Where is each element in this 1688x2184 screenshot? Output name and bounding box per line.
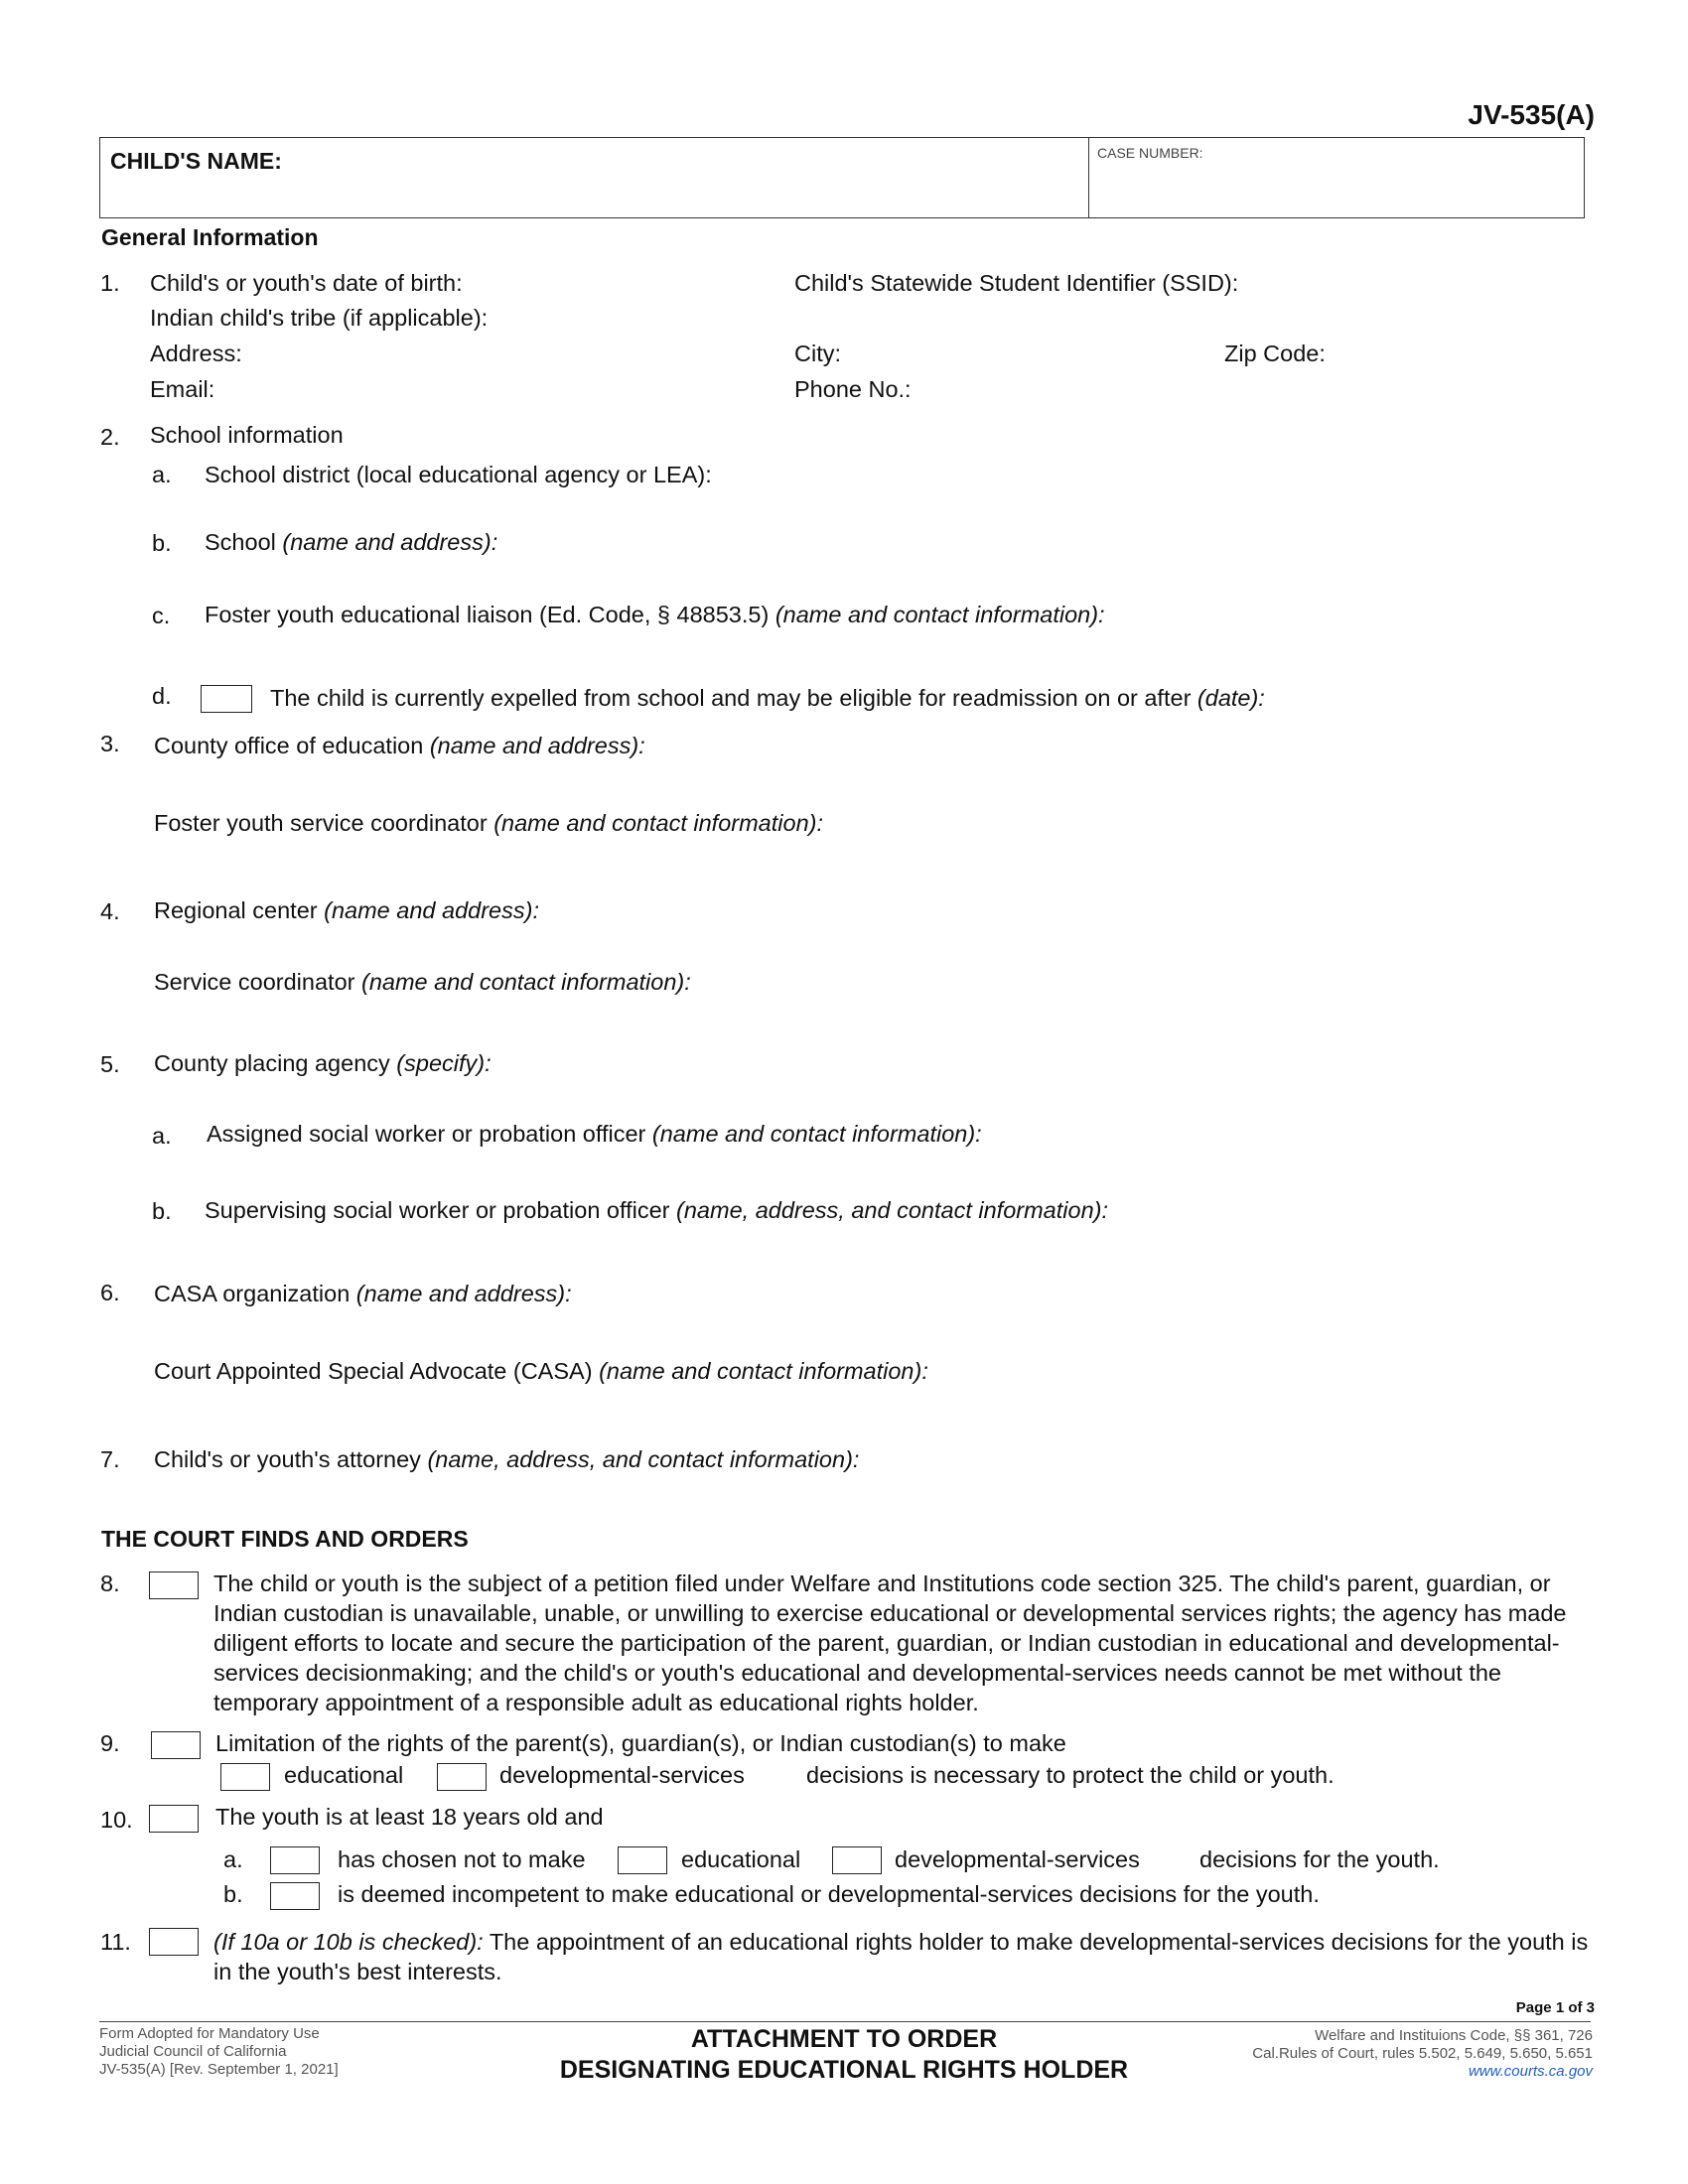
footer-right-line-1: Welfare and Instituions Code, §§ 361, 726 [1315, 2027, 1593, 2044]
item-6-sub-italic: (name and contact information): [599, 1358, 928, 1384]
item-2a-letter: a. [152, 462, 172, 487]
footer-left-line-1: Form Adopted for Mandatory Use [99, 2025, 320, 2042]
page-number: Page 1 of 3 [1515, 1999, 1595, 2016]
item-5a-letter: a. [152, 1123, 172, 1149]
item-11-italic: (If 10a or 10b is checked): [213, 1929, 484, 1955]
item-5-number: 5. [100, 1051, 120, 1077]
tribe-label: Indian child's tribe (if applicable): [150, 305, 489, 331]
item-5-text: County placing agency [154, 1050, 390, 1076]
item-3-sub-text: Foster youth service coordinator [154, 810, 488, 836]
item-6-italic: (name and address): [355, 1281, 572, 1306]
item-2-title: School information [150, 422, 344, 448]
item-2d-text: The child is currently expelled from school and may be eligible for readmission on or after [270, 685, 1192, 711]
item-5a-italic: (name and contact information): [651, 1121, 982, 1147]
item-6-number: 6. [100, 1280, 120, 1305]
item-9-checkbox[interactable] [151, 1731, 201, 1759]
item-10a-letter: a. [223, 1846, 243, 1872]
address-label: Address: [150, 341, 242, 366]
item-4-number: 4. [100, 898, 120, 924]
item-4-italic: (name and address): [324, 897, 539, 923]
footer-title-line-1: ATTACHMENT TO ORDER [690, 2025, 998, 2053]
item-4-sub-text: Service coordinator [154, 969, 355, 995]
ssid-label: Child's Statewide Student Identifier (SSID): [794, 270, 1239, 296]
item-2d-checkbox[interactable] [201, 685, 252, 713]
item-2c-line [205, 600, 1105, 629]
zip-label: Zip Code: [1224, 341, 1326, 366]
item-5b-text: Supervising social worker or probation officer [205, 1197, 670, 1223]
item-6-line [154, 1279, 572, 1308]
item-2b-letter-text: b. [152, 530, 172, 556]
footer-left-line-2: Judicial Council of California [99, 2043, 287, 2060]
item-6-text: CASA organization [154, 1281, 351, 1306]
item-9-developmental-checkbox[interactable] [437, 1763, 487, 1791]
item-3-text: County office of education [154, 733, 424, 758]
case-number-label: CASE NUMBER: [1097, 145, 1203, 161]
item-10a-educational-checkbox[interactable] [618, 1846, 667, 1874]
item-2d-italic: (date): [1196, 685, 1265, 711]
item-5-line [154, 1048, 492, 1078]
item-3-number: 3. [100, 731, 120, 756]
footer-right-line-2: Cal.Rules of Court, rules 5.502, 5.649, 5.650, 5.651 [1252, 2045, 1593, 2062]
item-2c-text: Foster youth educational liaison (Ed. Code, § 48853.5) [205, 602, 770, 627]
general-section-title: General Information [101, 224, 319, 250]
item-9-text: Limitation of the rights of the parent(s), guardian(s), or Indian custodian(s) to make [215, 1730, 1066, 1756]
item-10a-developmental-checkbox[interactable] [832, 1846, 882, 1874]
item-10b-checkbox[interactable] [270, 1882, 320, 1910]
item-2b-text: School [205, 529, 276, 555]
item-5b-letter: b. [152, 1198, 172, 1224]
item-5a-text: Assigned social worker or probation officer [207, 1121, 646, 1147]
item-2a-text: School district (local educational agency or LEA): [205, 462, 712, 487]
item-3-italic: (name and address): [429, 733, 645, 758]
item-4-text: Regional center [154, 897, 318, 923]
item-3-sub-italic: (name and contact information): [493, 810, 823, 836]
item-9-tail: decisions is necessary to protect the child or youth. [806, 1762, 1335, 1788]
item-10-number: 10. [100, 1807, 133, 1833]
item-5-italic: (specify): [396, 1050, 492, 1076]
item-4-line [154, 895, 539, 925]
item-11-number: 11. [100, 1929, 131, 1955]
form-id: JV-535(A) [1468, 99, 1595, 130]
item-2b-letter [152, 528, 172, 558]
item-10a-educational-label: educational [681, 1846, 801, 1872]
court-section-title: THE COURT FINDS AND ORDERS [101, 1526, 469, 1552]
city-label: City: [794, 341, 841, 366]
item-1-number: 1. [100, 270, 120, 296]
item-11-text: The appointment of an educational rights holder to make developmental-services decisions for the youth is in the youth's best interests. [213, 1929, 1589, 1984]
item-7-line [154, 1444, 859, 1474]
item-10b-text: is deemed incompetent to make educational or developmental-services decisions for the youth. [338, 1881, 1320, 1907]
item-2-number: 2. [100, 424, 120, 450]
item-4-sub-italic: (name and contact information): [361, 969, 691, 995]
courts-website-link[interactable]: www.courts.ca.gov [1468, 2063, 1593, 2080]
item-11-checkbox[interactable] [149, 1928, 199, 1956]
item-7-italic: (name, address, and contact information): [427, 1446, 860, 1472]
item-2d-line [270, 683, 1265, 713]
footer-left-line-3: JV-535(A) [Rev. September 1, 2021] [99, 2061, 339, 2078]
item-7-number: 7. [100, 1446, 120, 1472]
phone-label: Phone No.: [794, 376, 912, 402]
header-box [99, 137, 1585, 218]
childs-name-field[interactable] [100, 138, 1089, 217]
item-5b-line [205, 1195, 1108, 1225]
item-9-educational-checkbox[interactable] [220, 1763, 270, 1791]
item-4-sub-line [154, 967, 691, 997]
email-label: Email: [150, 376, 215, 402]
item-10b-letter: b. [223, 1881, 243, 1907]
item-2b-line [205, 527, 497, 557]
case-number-field[interactable] [1089, 138, 1584, 217]
item-3-line [154, 731, 645, 760]
item-6-sub-line [154, 1356, 928, 1386]
item-9-number: 9. [100, 1730, 120, 1756]
item-6-sub-text: Court Appointed Special Advocate (CASA) [154, 1358, 593, 1384]
item-2b-italic: (name and address): [282, 529, 498, 555]
footer-divider [99, 2021, 1591, 2022]
item-10a-tail: decisions for the youth. [1199, 1846, 1440, 1872]
item-10a-checkbox[interactable] [270, 1846, 320, 1874]
item-10a-developmental-label: developmental-services [895, 1846, 1140, 1872]
footer-title-line-2: DESIGNATING EDUCATIONAL RIGHTS HOLDER [559, 2056, 1129, 2084]
item-8-text: The child or youth is the subject of a petition filed under Welfare and Institutions code section 325. The child's parent, guardian, or Indian custodian is unavailable, unable, or unwilling to exercise educational or developmental services rights; the agency has made diligent efforts to locate and secure the participation of the parent, guardian, or Indian custodian in educational and developmental-services decisionmaking; and the child's or youth's educational and developmental-services needs cannot be met without the temporary appointment of a responsible adult as educational rights holder. [213, 1570, 1567, 1715]
item-8-checkbox[interactable] [149, 1571, 199, 1599]
item-5b-italic: (name, address, and contact information): [676, 1197, 1108, 1223]
dob-label: Child's or youth's date of birth: [150, 270, 463, 296]
item-9-educational-label: educational [284, 1762, 404, 1788]
item-5a-line [207, 1119, 982, 1149]
item-2c-letter: c. [152, 603, 171, 628]
item-10-checkbox[interactable] [149, 1805, 199, 1833]
item-2c-italic: (name and contact information): [774, 602, 1105, 627]
item-10-text: The youth is at least 18 years old and [215, 1804, 604, 1830]
item-3-sub-line [154, 808, 823, 838]
item-2d-letter: d. [152, 683, 172, 709]
item-10a-text: has chosen not to make [338, 1846, 586, 1872]
item-9-developmental-label: developmental-services [499, 1762, 745, 1788]
childs-name-label: CHILD'S NAME: [110, 148, 282, 174]
item-11-paragraph [213, 1927, 1596, 1986]
item-7-text: Child's or youth's attorney [154, 1446, 421, 1472]
item-8-number: 8. [100, 1570, 120, 1596]
